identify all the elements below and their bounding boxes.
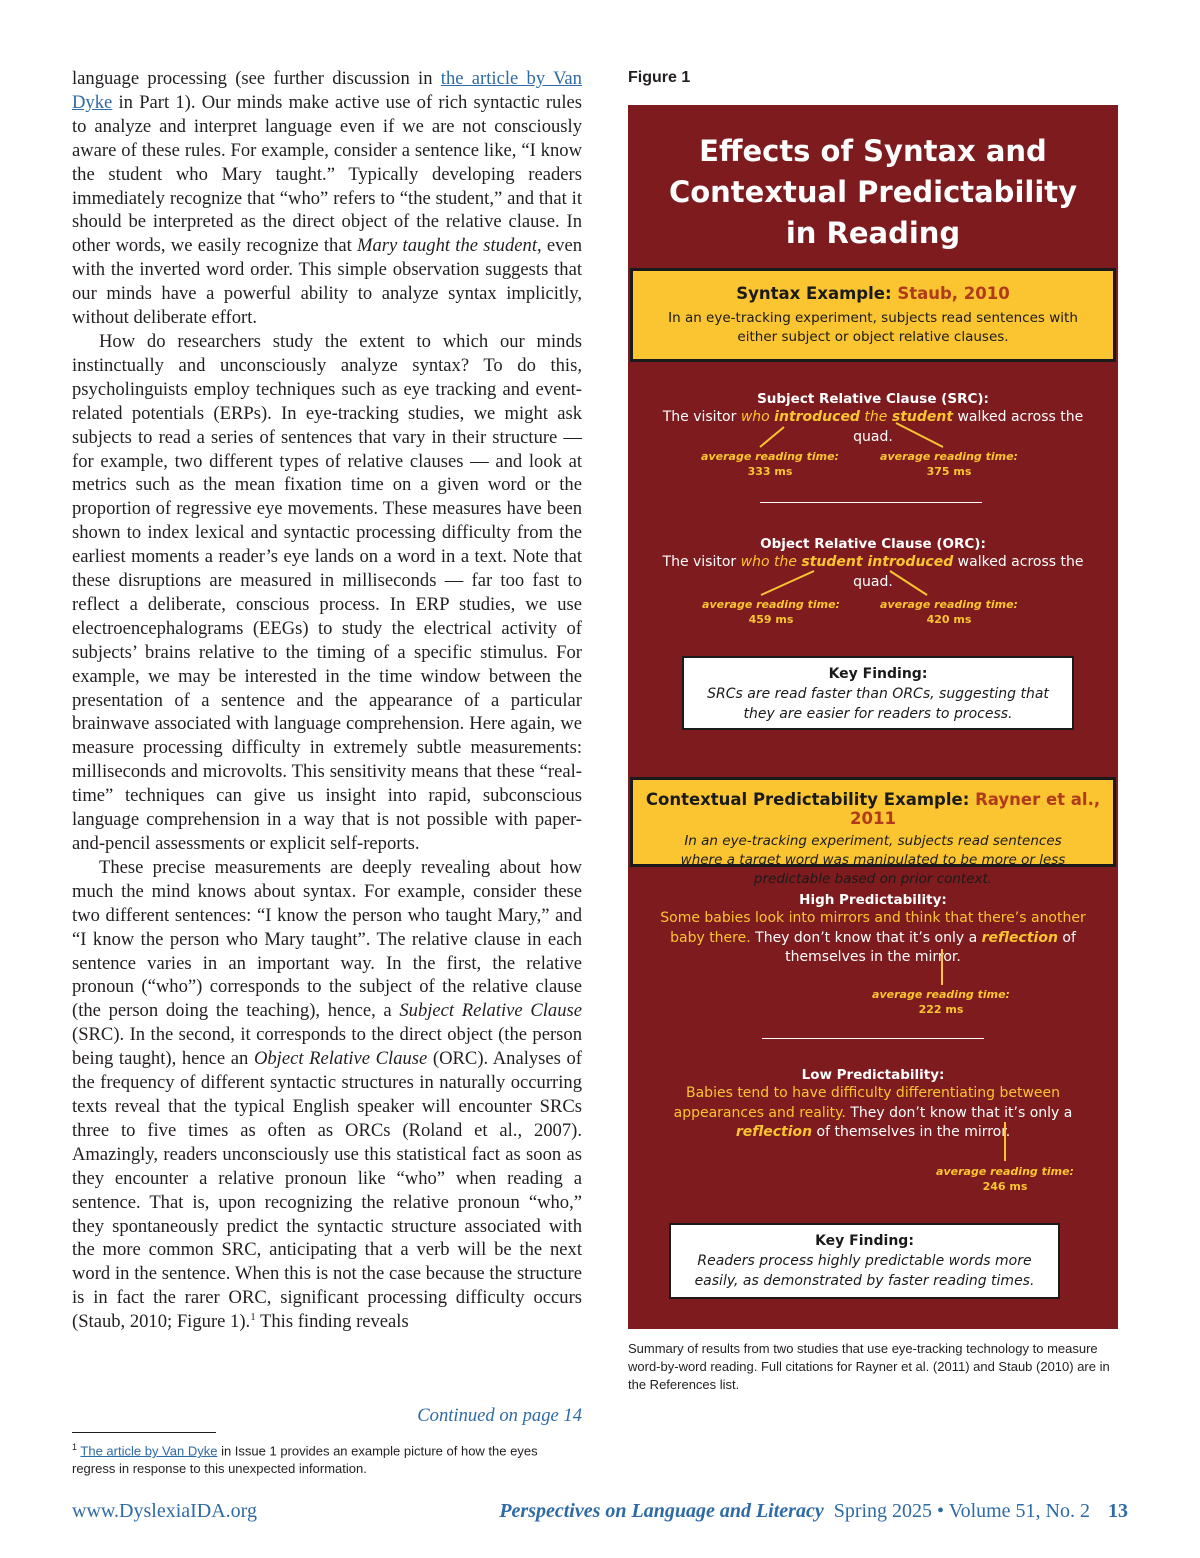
footer-journal: Perspectives on Language and Literacy Spring 2025 • Volume 51, No. 2 13 [499,1500,1128,1522]
orc-reading-time-1: average reading time: 459 ms [702,598,840,626]
footnote: $^1$ The article by Van Dyke in Issue 1 provides an example picture of how the eyes regress in response to this unexpected information. [72,1442,538,1477]
src-heading: Subject Relative Clause (SRC): [757,391,989,407]
low-reading-time: average reading time: 246 ms [936,1165,1074,1193]
footer-website[interactable]: www.DyslexiaIDA.org [72,1500,257,1522]
footnote-marker: 1 [250,1310,256,1323]
contextual-example-box: Contextual Predictability Example: Rayner et al., 2011 In an eye-tracking experiment, subjects read sentences where a target word was manipulated to be more or less predictable based on prior context. [630,777,1116,867]
orc-sentence: The visitor who the student introduced walked across the quad. [662,554,1084,590]
orc-reading-time-2: average reading time: 420 ms [880,598,1018,626]
section-divider [762,1038,984,1039]
high-reading-time: average reading time: 222 ms [872,988,1010,1016]
paragraph-3: These precise measurements are deeply revealing about how much the mind knows about syntax. For example, consider these two different sentences: “I know the person who taught Mary,” and “I know the person who Mary taught”. The relative clause in each sentence varies in an important way. In the first, the relative pronoun (“who”) corresponds to the subject of the relative clause (the person doing the teaching), hence, a Subject Relative Clause (SRC). In the second, it corresponds to the direct object (the person being taught), hence an Object Relative Clause (ORC). Analyses of the frequency of different syntactic structures in naturally occurring texts reveal that the typical English speaker will encounter SRCs three to five times as often as ORCs (Roland et al., 2007). Amazingly, readers unconsciously use this statistical fact as soon as they encounter a relative pronoun like “who” when reading a sentence. That is, upon recognizing the relative pronoun “who,” they spontaneously predict the syntactic structure associated with the more common SRC, anticipating that a verb will be the next word in the sentence. When this is not the case because the structure is in fact the rarer ORC, significant processing difficulty occurs (Staub, 2010; Figure 1).$^1$ This finding reveals [72,856,583,1333]
key-finding-1: Key Finding: SRCs are read faster than ORCs, suggesting that they are easier for readers to process. [682,656,1074,730]
paragraph-2: How do researchers study the extent to which our minds instinctually and unconsciously analyze syntax? To do this, psycholinguists employ techniques such as eye tracking and event-related potentials (ERPs). In eye-tracking studies, we might ask subjects to read a series of sentences that vary in their structure — for example, two different types of relative clauses — and look at metrics such as the mean fixation time on a given word or the proportion of regressive eye movements. These measures have been shown to index lexical and syntactic processing difficulty from the earliest moments a reader’s eye lands on a word in a text. Note that these disruptions are measured in milliseconds — far too fast to reflect a deliberate, conscious process. In ERP studies, we use electroencephalograms (EEGs) to study the electrical activity of subjects’ brains relative to the timing of a specific stimulus. For example, we may be interested in the time window between the presentation of a sentence and the appearance of a particular brainwave associated with language comprehension. Here again, we measure processing difficulty in extremely subtle measurements: milliseconds and microvolts. This sensitivity means that these “real-time” techniques can give us insight into rapid, subconscious language comprehension in a way that is not possible with paper-and-pencil assessments or explicit self-reports. [72,330,582,854]
low-predictability-heading: Low Predictability: [801,1067,945,1083]
src-reading-time-2: average reading time: 375 ms [880,450,1018,478]
figure-label: Figure 1 [628,69,691,86]
van-dyke-link[interactable]: the article by Van Dyke [72,68,582,113]
footnote-link[interactable]: The article by Van Dyke [80,1443,218,1459]
article-body [72,67,582,1334]
infographic-title: Effects of Syntax and Contextual Predictability in Reading [668,134,1078,250]
orc-heading: Object Relative Clause (ORC): [760,536,986,552]
page-number: 13 [1108,1500,1128,1522]
syntax-example-box: Syntax Example: Staub, 2010 In an eye-tracking experiment, subjects read sentences with either subject or object relative clauses. [630,268,1116,362]
paragraph-1: language processing (see further discussion in the article by Van Dyke in Part 1). Our minds make active use of rich syntactic rules to analyze and interpret language even if we are not consciously aware of these rules. For example, consider a sentence like, “I know the student who Mary taught.” Typically developing readers immediately recognize that “who” refers to “the student,” and that it should be interpreted as the direct object of the relative clause. In other words, we easily recognize that Mary taught the student, even with the inverted word order. This simple observation suggests that our minds have a powerful ability to analyze syntax implicitly, without deliberate effort. [72,68,582,329]
high-predictability-sentence: Some babies look into mirrors and think that there’s another baby there. They don’t know that it’s only a reflection of themselves in the mirror. [660,910,1086,965]
low-predictability-sentence: Babies tend to have difficulty differentiating between appearances and reality. They don’t know that it’s only a reflection of themselves in the mirror. [673,1085,1073,1140]
figure-caption: Summary of results from two studies that use eye-tracking technology to measure word-by-word reading. Full citations for Rayner et al. (2011) and Staub (2010) are in the References list. [628,1341,1110,1392]
section-divider [760,502,982,503]
key-finding-2: Key Finding: Readers process highly predictable words more easily, as demonstrated by faster reading times. [669,1223,1060,1299]
src-reading-time-1: average reading time: 333 ms [701,450,839,478]
continued-link[interactable]: Continued on page 14 [417,1405,582,1426]
footnote-rule [72,1432,216,1433]
high-predictability-heading: High Predictability: [799,892,947,908]
infographic [628,105,1118,1329]
src-sentence: The visitor who introduced the student walked across the quad. [662,409,1084,445]
